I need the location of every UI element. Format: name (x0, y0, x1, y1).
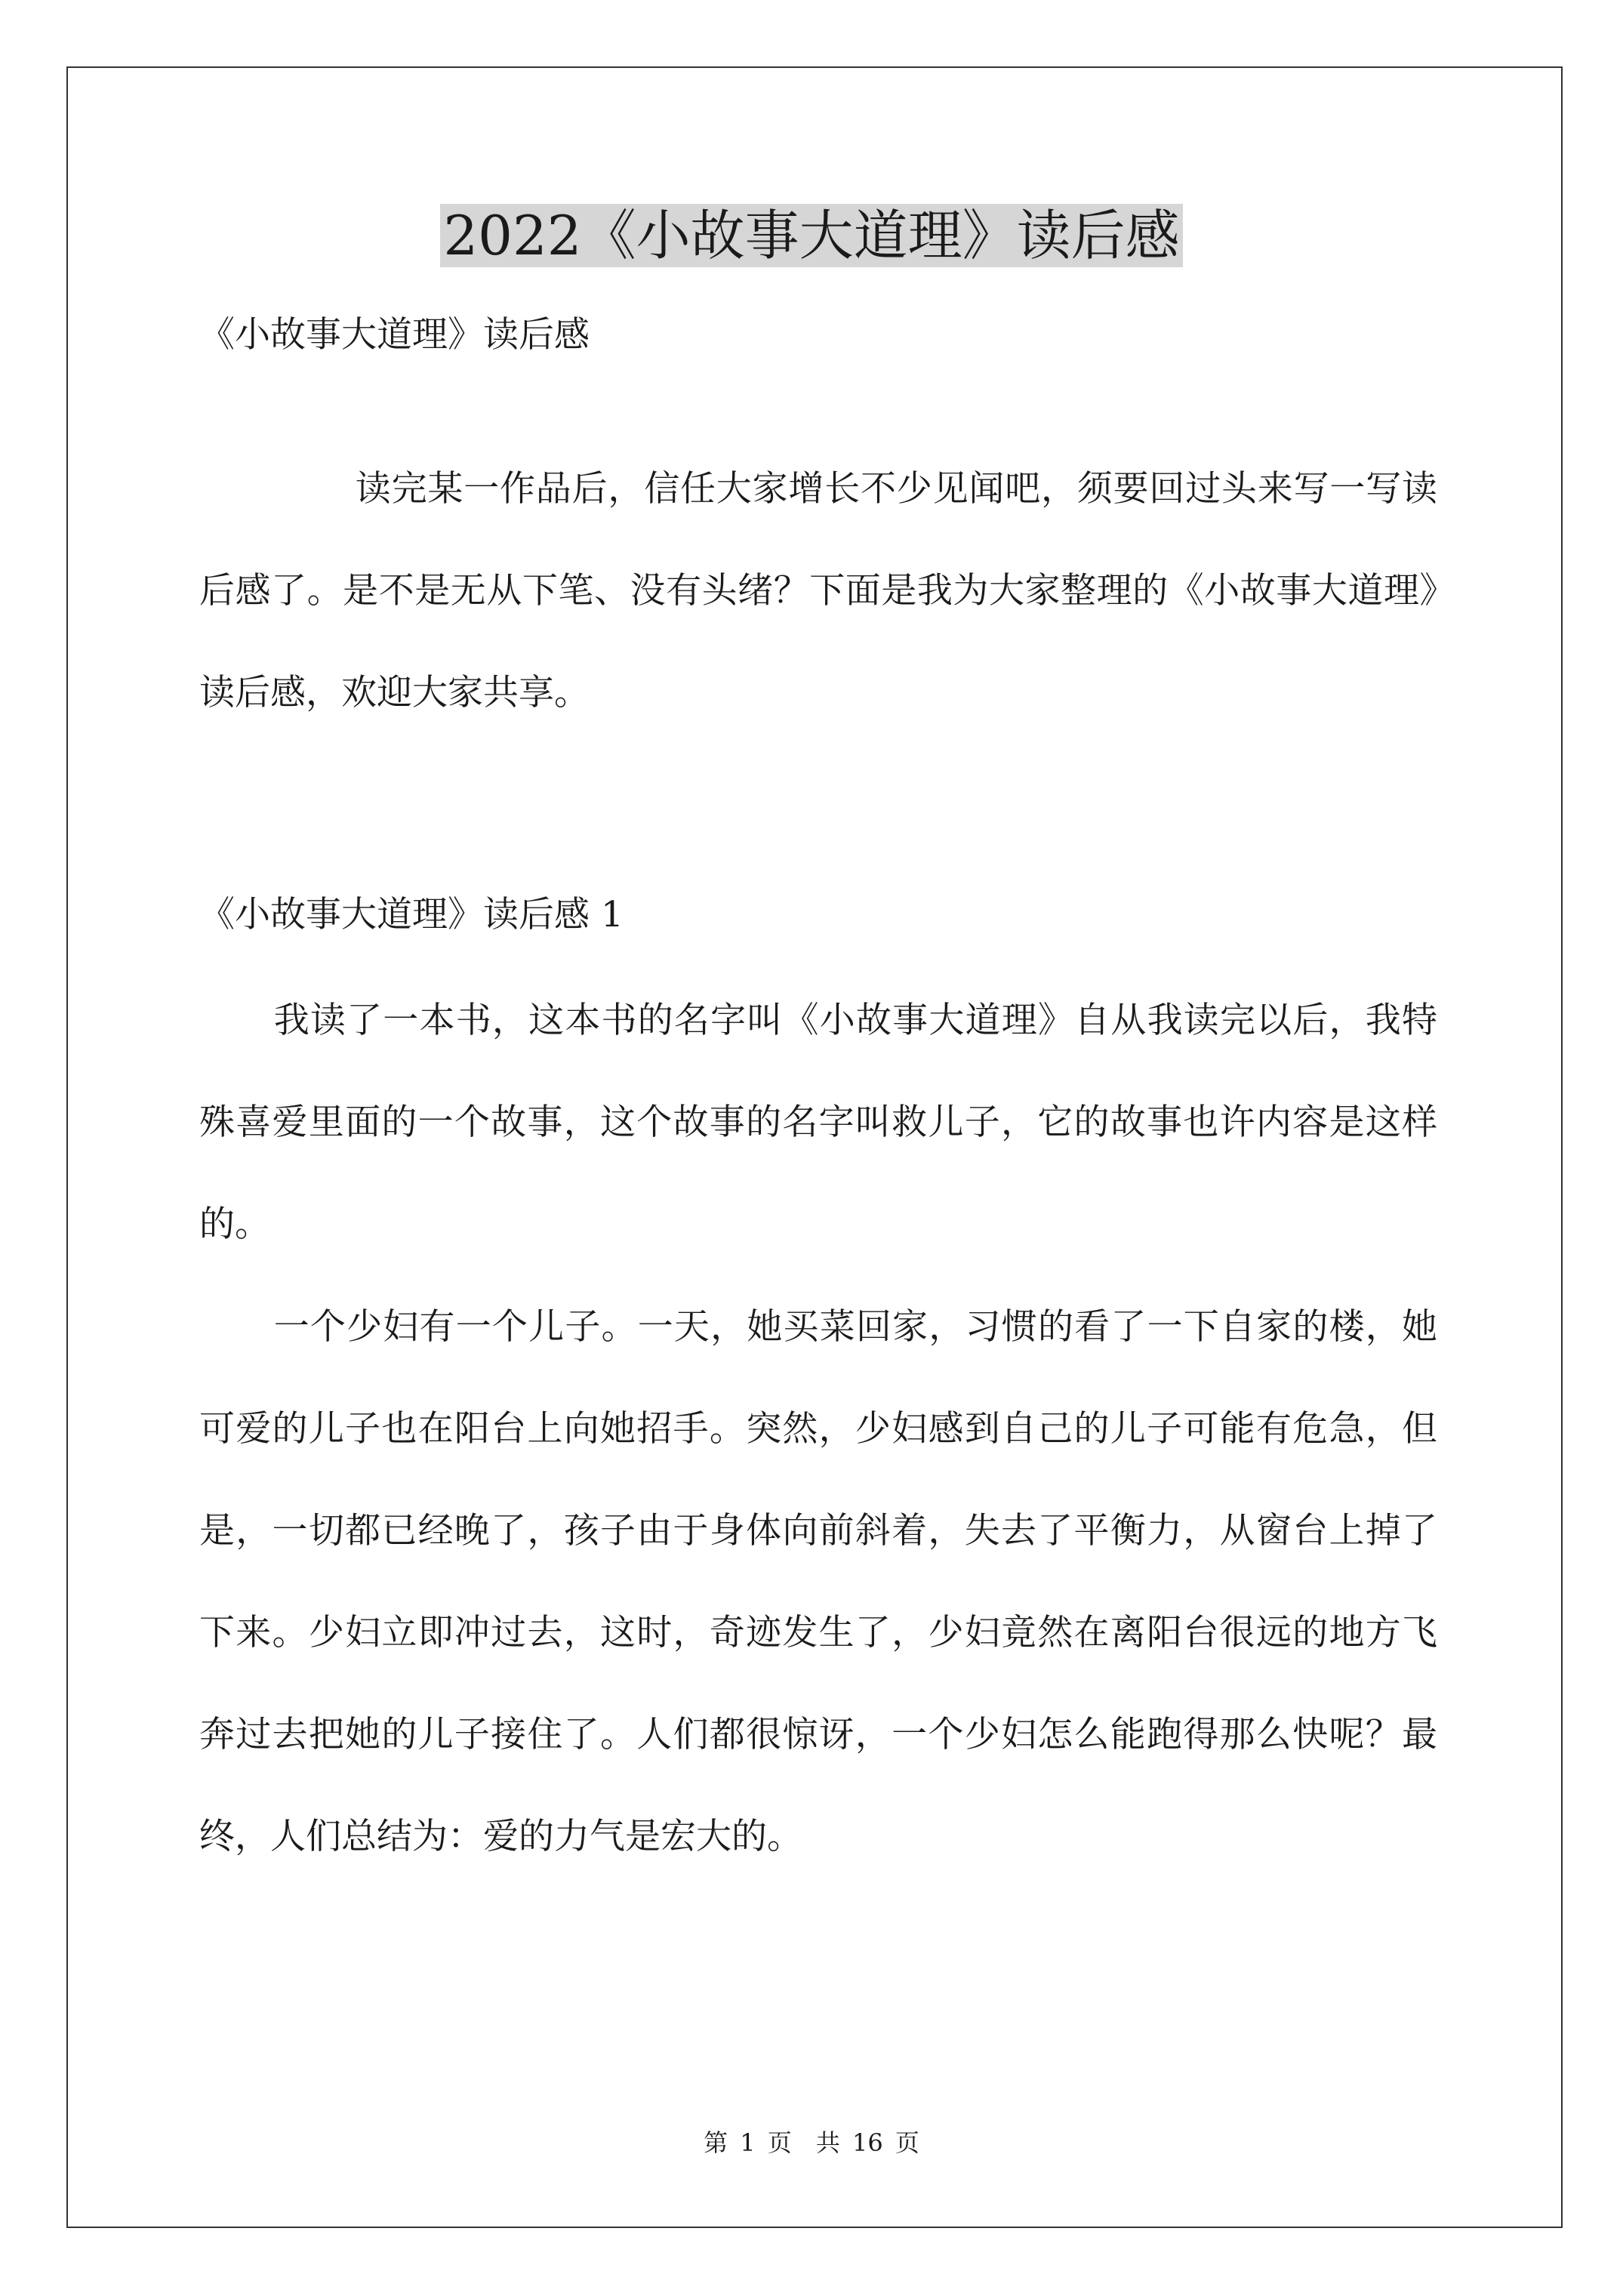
intro-paragraph: 读完某一作品后，信任大家增长不少见闻吧，须要回过头来写一写读后感了。是不是无从下笔、没有头绪？下面是我为大家整理的《小故事大道理》读后感，欢迎大家共享。 (199, 468, 1437, 713)
body-paragraph-1: 我读了一本书，这本书的名字叫《小故事大道理》自从我读完以后，我特殊喜爱里面的一个故事，这个故事的名字叫救儿子，它的故事也许内容是这样的。 (199, 1000, 1437, 1245)
document-title-text: 2022《小故事大道理》读后感 (440, 204, 1182, 267)
body-paragraph-2: 一个少妇有一个儿子。一天，她买菜回家，习惯的看了一下自家的楼，她可爱的儿子也在阳台上向她招手。突然，少妇感到自己的儿子可能有危急，但是，一切都已经晚了，孩子由于身体向前斜着，失去了平衡力，从窗台上掉了下来。少妇立即冲过去，这时，奇迹发生了，少妇竟然在离阳台很远的地方飞奔过去把她的儿子接住了。人们都很惊讶，一个少妇怎么能跑得那么快呢？最终，人们总结为：爱的力气是宏大的。 (199, 1306, 1437, 1857)
document-subtitle: 《小故事大道理》读后感 (199, 314, 590, 356)
document-title (0, 198, 1623, 273)
page-number-footer: 第 1 页 共 16 页 (704, 2128, 919, 2157)
section-heading: 《小故事大道理》读后感 1 (199, 894, 624, 935)
